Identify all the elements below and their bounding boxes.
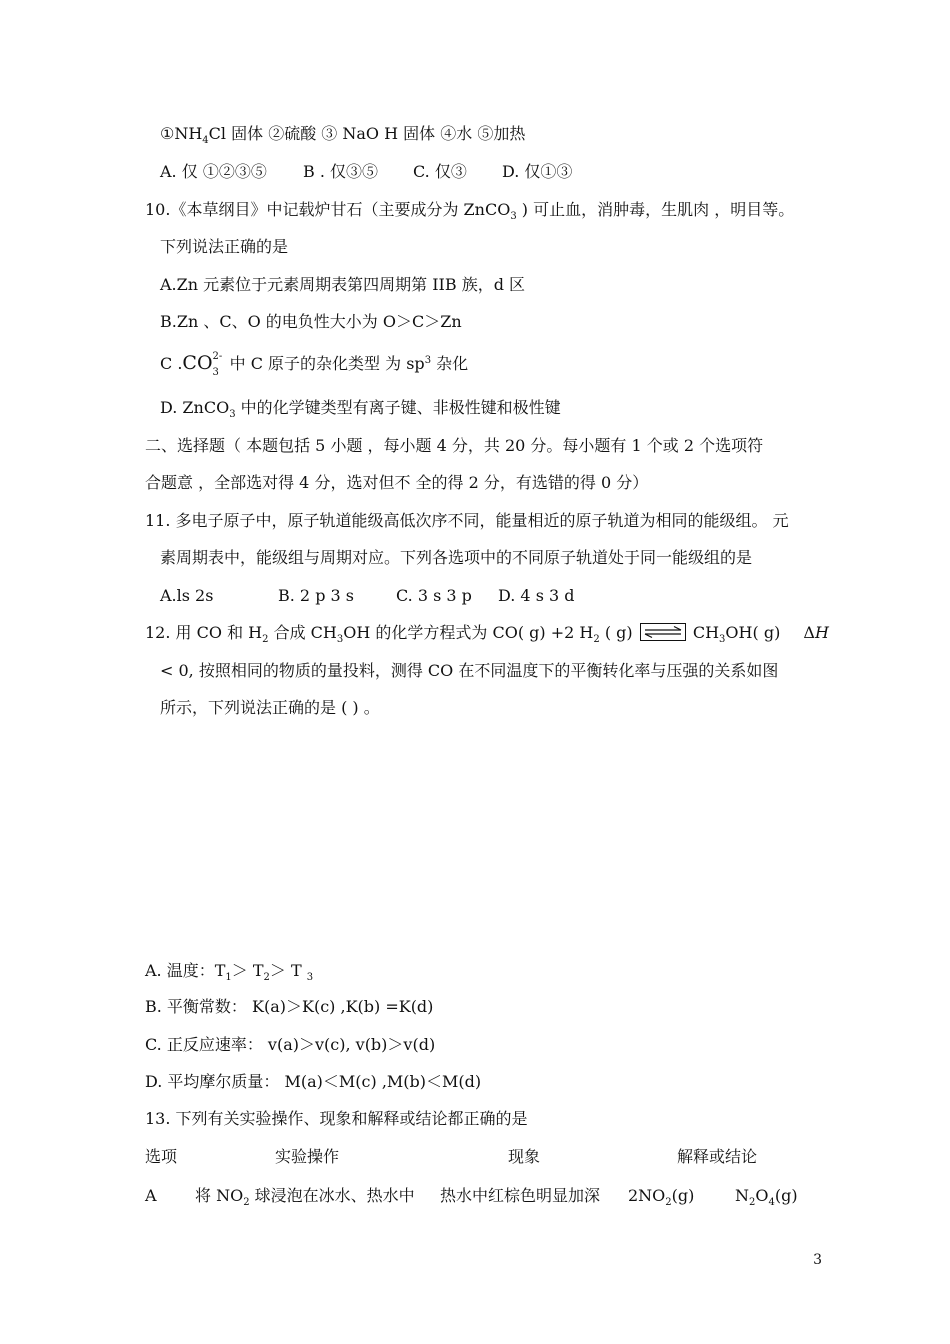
q13-row-a-label: A bbox=[145, 1186, 157, 1205]
q10-option-d: D. ZnCO$_3$ 中的化学键类型有离子键、非极性键和极性键 bbox=[160, 398, 561, 420]
q12-stem-2: < 0, 按照相同的物质的量投料，测得 CO 在不同温度下的平衡转化率与压强的关系如图 bbox=[160, 661, 779, 680]
q10-stem-2: 下列说法正确的是 bbox=[160, 237, 289, 256]
q12-option-c: C. 正反应速率： v(a)＞v(c), v(b)＞v(d) bbox=[145, 1035, 436, 1054]
q9-answer-a: A. 仅 ①②③⑤ bbox=[160, 162, 267, 181]
q13-header-conclusion: 解释或结论 bbox=[677, 1147, 758, 1166]
q12-stem-3: 所示，下列说法正确的是 ( ) 。 bbox=[160, 698, 380, 717]
q12-option-b: B. 平衡常数： K(a)＞K(c) ,K(b) =K(d) bbox=[145, 997, 434, 1016]
q9-answer-d: D. 仅①③ bbox=[502, 162, 573, 181]
q10-stem: 10.《本草纲目》中记载炉甘石（主要成分为 ZnCO$_3$ ) 可止血，消肿毒，生肌肉 ，明目等。 bbox=[145, 200, 795, 222]
q11-stem-1: 11. 多电子原子中，原子轨道能级高低次序不同，能量相近的原子轨道为相同的能级组。 元 bbox=[145, 511, 789, 530]
q12-stem-1: 12. 用 CO 和 $H_2$ 合成 $CH_3OH$ 的化学方程式为 CO( g) +2 $H_2$ ( g) $CH_3OH$( g) ΔH bbox=[145, 623, 829, 645]
section2-intro-2: 合题意 ，全部选对得 4 分，选对但不 全的得 2 分，有选错的得 0 分） bbox=[145, 473, 649, 492]
page-number: 3 bbox=[813, 1252, 822, 1268]
q13-row-a-operation: 将 $NO_2$ 球浸泡在冰水、热水中 bbox=[195, 1186, 415, 1208]
q12-option-d: D. 平均摩尔质量： M(a)＜M(c) ,M(b)＜M(d) bbox=[145, 1072, 482, 1091]
q13-row-a-conclusion-right: $N_2O_4(g)$ bbox=[735, 1186, 798, 1208]
section2-intro-1: 二、选择题（ 本题包括 5 小题 ，每小题 4 分，共 20 分。每小题有 1 个或 2 个选项符 bbox=[145, 436, 764, 455]
q11-option-b: B. 2 p 3 s bbox=[278, 586, 354, 605]
q9-answer-c: C. 仅③ bbox=[413, 162, 467, 181]
q13-stem: 13. 下列有关实验操作、现象和解释或结论都正确的是 bbox=[145, 1109, 528, 1128]
q9-options-line: $①NH_4Cl$ 固体 ②硫酸 ③ NaO H 固体 ④水 ⑤加热 bbox=[160, 124, 526, 146]
q9-answer-b: B . 仅③⑤ bbox=[303, 162, 379, 181]
q13-header-option: 选项 bbox=[145, 1147, 178, 1166]
q13-row-a-conclusion-left: $2NO_2(g)$ bbox=[628, 1186, 695, 1208]
q13-row-a-phenomenon: 热水中红棕色明显加深 bbox=[440, 1186, 601, 1205]
q11-option-d: D. 4 s 3 d bbox=[498, 586, 575, 605]
q10-option-c: C .CO 2- 3 中 C 原子的杂化类型 为 $sp^3$ 杂化 bbox=[160, 351, 469, 378]
q12-delta-h: H bbox=[814, 623, 829, 642]
q13-header-operation: 实验操作 bbox=[275, 1147, 340, 1166]
q11-stem-2: 素周期表中，能级组与周期对应。下列各选项中的不同原子轨道处于同一能级组的是 bbox=[160, 548, 753, 567]
q10-option-b: B.Zn 、C、O 的电负性大小为 O＞C＞Zn bbox=[160, 312, 462, 331]
q13-header-phenomenon: 现象 bbox=[508, 1147, 541, 1166]
equilibrium-arrow-icon bbox=[640, 623, 686, 641]
q11-option-c: C. 3 s 3 p bbox=[396, 586, 472, 605]
q10-option-a: A.Zn 元素位于元素周期表第四周期第 IIB 族，d 区 bbox=[160, 275, 526, 294]
q11-option-a: A.ls 2s bbox=[160, 586, 214, 605]
q12-option-a: A. 温度：$T_1> T_2> T$ $_3$ bbox=[145, 961, 314, 983]
